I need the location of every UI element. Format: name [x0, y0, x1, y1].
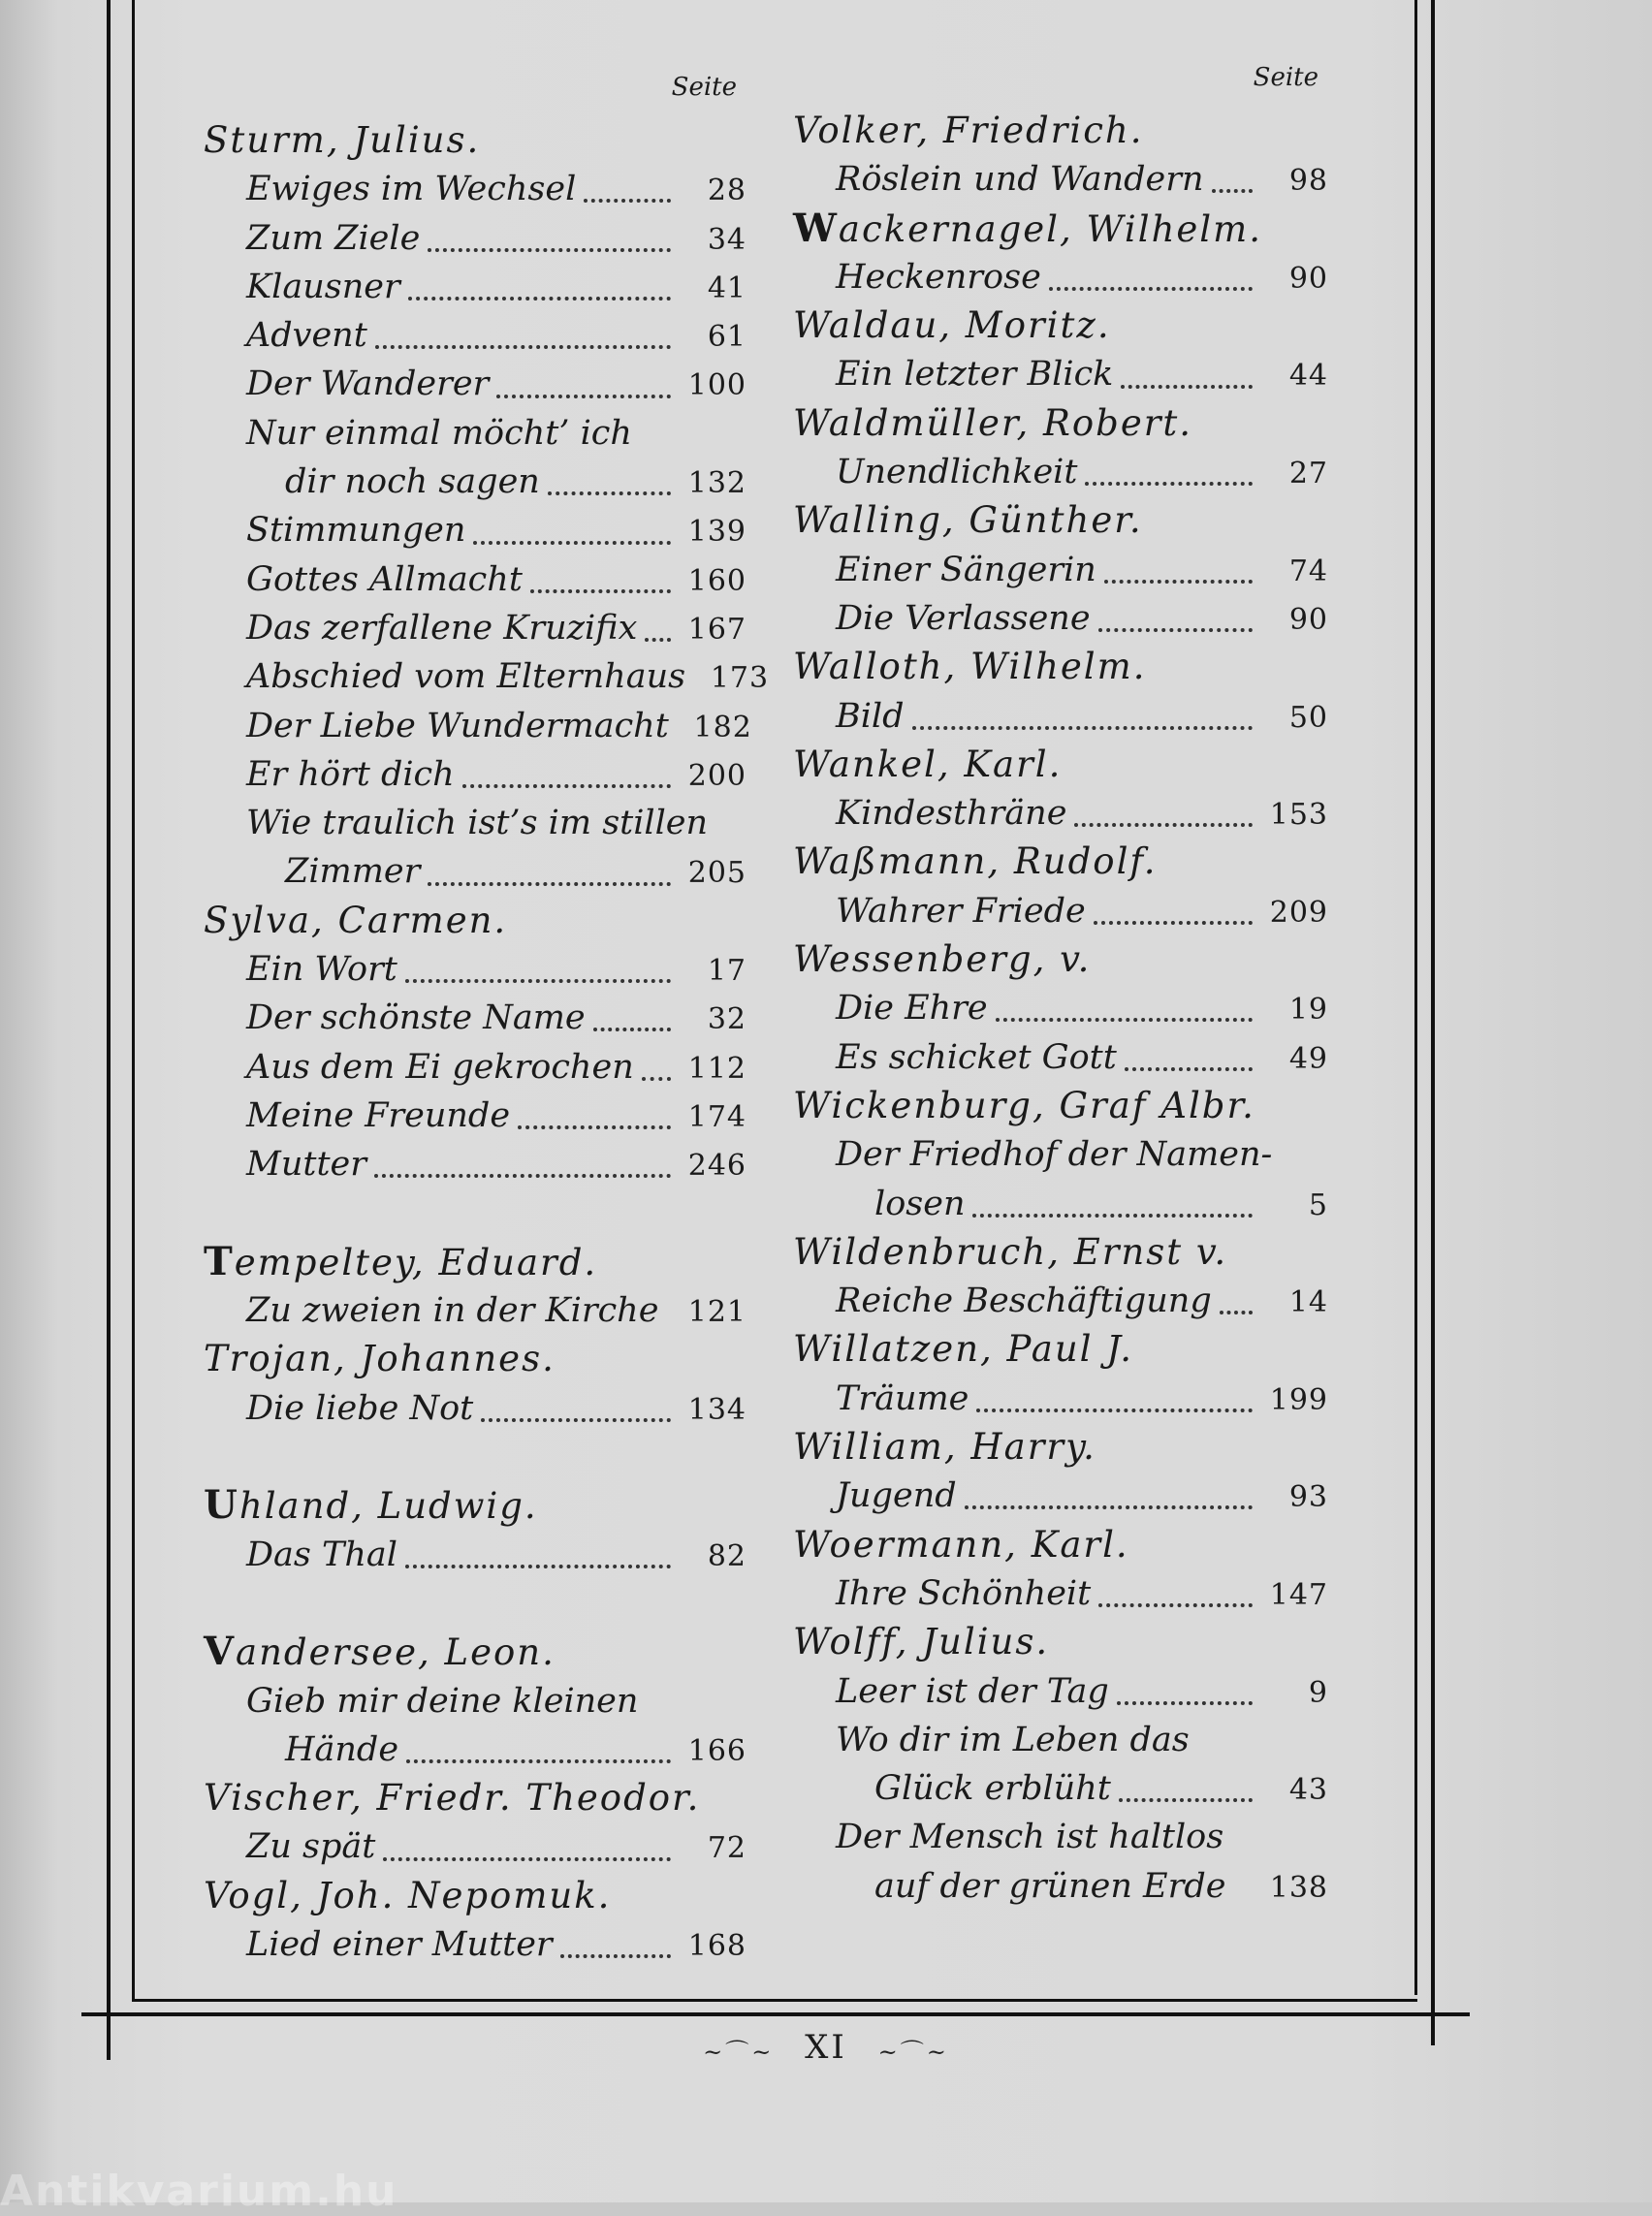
- author-text: Sylva, Carmen.: [204, 899, 508, 941]
- page-number-ref: 209: [1269, 895, 1328, 930]
- page-number-ref: 74: [1288, 554, 1328, 588]
- page-number-ref: 112: [687, 1051, 747, 1086]
- author-text: Vischer, Friedr. Theodor.: [204, 1777, 701, 1820]
- poem-title: Bild: [836, 696, 905, 736]
- poem-entry: [204, 945, 747, 994]
- poem-entry: [793, 1130, 1328, 1179]
- leader-dots: [1098, 1594, 1253, 1607]
- author-name: [204, 1238, 747, 1286]
- author-text: Sturm, Julius.: [204, 119, 481, 161]
- leader-dots: [1104, 570, 1253, 584]
- leader-dots: [383, 1848, 671, 1861]
- poem-title: Es schicket Gott: [836, 1037, 1117, 1077]
- leader-dots: [593, 1018, 671, 1031]
- author-name: [793, 1325, 1328, 1374]
- poem-entry: [204, 1043, 747, 1092]
- poem-entry: [204, 165, 747, 213]
- poem-title: Zu spät: [246, 1827, 376, 1867]
- author-text: Wankel, Karl.: [793, 743, 1063, 785]
- author-name: [204, 1872, 747, 1920]
- page-number-ref: 134: [687, 1392, 747, 1427]
- poem-title: Das Thal: [246, 1535, 397, 1574]
- poem-entry: [204, 1822, 747, 1871]
- page-number-ref: 61: [707, 320, 747, 355]
- leader-dots: [530, 580, 671, 593]
- leader-dots: [976, 1399, 1253, 1412]
- index-list-right: [793, 107, 1328, 1911]
- leader-dots: [496, 385, 671, 398]
- page-number-ref: 14: [1288, 1285, 1328, 1320]
- page-number-ref: 100: [687, 368, 747, 403]
- poem-entry: [204, 1092, 747, 1140]
- author-name: [793, 935, 1328, 984]
- poem-title: Der Wanderer: [246, 364, 490, 404]
- poem-title: Die Verlassene: [836, 598, 1091, 638]
- leader-dots: [375, 335, 671, 349]
- page-number-ref: 93: [1288, 1480, 1328, 1515]
- poem-entry: [793, 253, 1328, 301]
- poem-title: losen: [874, 1184, 966, 1223]
- poem-entry: [793, 692, 1328, 741]
- poem-title: Klausner: [246, 267, 400, 306]
- poem-title: Mutter: [246, 1145, 366, 1185]
- author-text: hland, Ludwig.: [238, 1485, 538, 1528]
- poem-entry: [204, 458, 747, 506]
- author-name: [793, 107, 1328, 155]
- poem-title: Glück erblüht: [874, 1769, 1111, 1809]
- poem-title: Er hört dich: [246, 754, 455, 794]
- frame-inner-left: [132, 0, 135, 2002]
- page-number-ref: 82: [707, 1538, 747, 1573]
- poem-entry: [204, 604, 747, 652]
- poem-entry: [204, 555, 747, 604]
- poem-title: Lied einer Mutter: [246, 1924, 553, 1964]
- poem-entry: [793, 594, 1328, 643]
- page-number-ref: 205: [687, 856, 747, 891]
- poem-title: Zu zweien in der Kirche: [246, 1291, 659, 1331]
- poem-entry: [793, 546, 1328, 594]
- author-name: [204, 1335, 747, 1383]
- poem-title: Das zerfallene Kruzifix: [246, 608, 638, 648]
- poem-entry: [793, 789, 1328, 838]
- leader-dots: [408, 287, 671, 301]
- page-number: XI: [805, 2028, 847, 2067]
- page-number-ref: 90: [1288, 602, 1328, 637]
- seite-label: Seite: [1253, 63, 1318, 92]
- poem-entry: [793, 1716, 1328, 1764]
- poem-entry: [204, 1140, 747, 1188]
- page-number-ref: 50: [1288, 700, 1328, 735]
- page-number-ref: 173: [710, 661, 770, 696]
- poem-title: Jugend: [836, 1476, 957, 1516]
- poem-entry: [793, 1862, 1328, 1911]
- author-initial: T: [204, 1238, 235, 1284]
- page-number-ref: 41: [707, 270, 747, 305]
- page-number-ref: 43: [1288, 1773, 1328, 1808]
- poem-title: Kindesthräne: [836, 794, 1067, 834]
- poem-title: Träume: [836, 1378, 969, 1418]
- author-name: [793, 1423, 1328, 1472]
- author-name: [793, 496, 1328, 545]
- leader-dots: [374, 1164, 671, 1178]
- poem-title: Wo dir im Leben das: [836, 1720, 1190, 1759]
- leader-dots: [548, 482, 671, 495]
- poem-title: Gottes Allmacht: [246, 559, 523, 599]
- index-column-right: [793, 58, 1328, 1911]
- index-column-left: [204, 68, 770, 1969]
- author-name: [793, 643, 1328, 691]
- author-text: William, Harry.: [793, 1426, 1096, 1469]
- ornament-right-icon: ~⌒~: [877, 2038, 949, 2066]
- page-number-ref: 98: [1288, 164, 1328, 199]
- poem-title: Unendlichkeit: [836, 453, 1078, 492]
- poem-title: Leer ist der Tag: [836, 1671, 1109, 1711]
- poem-title: Ewiges im Wechsel: [246, 170, 577, 209]
- page-number-ref: 121: [687, 1295, 747, 1330]
- leader-dots: [584, 189, 671, 203]
- author-name: [204, 116, 747, 165]
- frame-inner-right: [1414, 0, 1417, 1995]
- leader-dots: [1049, 277, 1253, 291]
- author-text: Wolff, Julius.: [793, 1621, 1050, 1663]
- author-text: Wildenbruch, Ernst v.: [793, 1230, 1228, 1273]
- poem-title: Ein letzter Blick: [836, 355, 1114, 395]
- ornament-left-icon: ~⌒~: [703, 2038, 775, 2066]
- page-number-ref: 32: [707, 1002, 747, 1037]
- leader-dots: [1121, 375, 1253, 389]
- poem-title: Der Mensch ist haltlos: [836, 1818, 1224, 1857]
- poem-title: Ihre Schönheit: [836, 1573, 1092, 1613]
- index-list-left: [204, 116, 770, 1969]
- page-number-ref: 153: [1269, 798, 1328, 833]
- author-text: Trojan, Johannes.: [204, 1338, 556, 1380]
- page-number-ref: 147: [1269, 1577, 1328, 1612]
- poem-entry: [793, 1033, 1328, 1082]
- leader-dots: [1117, 1692, 1253, 1705]
- author-name: [793, 1228, 1328, 1277]
- leader-dots: [405, 969, 671, 983]
- leader-dots: [645, 628, 671, 642]
- poem-title: Der Friedhof der Namen-: [836, 1135, 1273, 1175]
- author-name: [793, 1082, 1328, 1130]
- poem-title: Hände: [285, 1729, 399, 1769]
- author-name: [204, 897, 747, 945]
- page-number-ref: 160: [687, 563, 747, 598]
- author-text: Vogl, Joh. Nepomuk.: [204, 1874, 612, 1916]
- poem-entry: [793, 1813, 1328, 1861]
- leader-dots: [965, 1496, 1253, 1509]
- author-text: andersee, Leon.: [236, 1631, 556, 1674]
- poem-title: Zimmer: [285, 852, 421, 892]
- author-name: [793, 301, 1328, 350]
- poem-entry: [204, 1384, 747, 1433]
- page-number-ref: 34: [707, 222, 747, 257]
- watermark: Antikvarium.hu: [0, 2167, 398, 2216]
- page-number-ref: 199: [1269, 1382, 1328, 1417]
- section-gap: [204, 1579, 747, 1628]
- poem-entry: [204, 263, 747, 311]
- poem-entry: [204, 1725, 747, 1774]
- author-text: Waßmann, Rudolf.: [793, 840, 1158, 883]
- poem-entry: [793, 1569, 1328, 1618]
- leader-dots: [1220, 1301, 1253, 1314]
- poem-title: Stimmungen: [246, 511, 466, 551]
- page-number-ref: 17: [707, 954, 747, 989]
- section-gap: [204, 1433, 747, 1481]
- poem-entry: [793, 887, 1328, 935]
- author-name: [793, 1521, 1328, 1569]
- author-name: [204, 1628, 747, 1676]
- author-name: [793, 205, 1328, 253]
- page-number-ref: 72: [707, 1831, 747, 1866]
- poem-title: Die Ehre: [836, 989, 988, 1029]
- page-number-ref: 90: [1288, 261, 1328, 296]
- poem-title: Meine Freunde: [246, 1095, 511, 1135]
- author-name: [204, 1774, 747, 1822]
- page-number-ref: 138: [1269, 1870, 1328, 1905]
- leader-dots: [428, 872, 671, 886]
- leader-dots: [1094, 911, 1253, 925]
- page-number-ref: 132: [687, 466, 747, 501]
- page-number-ref: 139: [687, 515, 747, 550]
- poem-title: Wie traulich ist’s im stillen: [246, 804, 709, 843]
- poem-title: Zum Ziele: [246, 218, 421, 258]
- poem-title: Wahrer Friede: [836, 891, 1086, 931]
- author-text: empeltey, Eduard.: [234, 1241, 598, 1283]
- section-gap: [204, 1189, 747, 1238]
- page-number-ref: 168: [687, 1928, 747, 1963]
- leader-dots: [1125, 1058, 1253, 1071]
- leader-dots: [1074, 813, 1253, 827]
- poem-entry: [204, 652, 770, 701]
- author-text: Wessenberg, v.: [793, 938, 1092, 981]
- author-name: [793, 1618, 1328, 1666]
- leader-dots: [1098, 618, 1253, 632]
- poem-title: Der Liebe Wundermacht: [246, 706, 669, 745]
- poem-title: Advent: [246, 316, 367, 356]
- leader-dots: [996, 1008, 1253, 1022]
- leader-dots: [642, 1067, 671, 1081]
- leader-dots: [518, 1116, 671, 1129]
- poem-entry: [793, 350, 1328, 398]
- poem-entry: [204, 1920, 747, 1969]
- leader-dots: [1119, 1789, 1253, 1802]
- leader-dots: [428, 238, 671, 252]
- poem-entry: [204, 506, 747, 554]
- author-name: [793, 741, 1328, 789]
- poem-title: auf der grünen Erde: [874, 1866, 1226, 1906]
- author-initial: V: [204, 1629, 237, 1675]
- poem-entry: [204, 1286, 747, 1335]
- author-text: Walloth, Wilhelm.: [793, 646, 1147, 688]
- frame-outer-left: [107, 0, 111, 2060]
- author-name: [793, 838, 1328, 886]
- author-text: Woermann, Karl.: [793, 1523, 1129, 1566]
- poem-entry: [204, 1677, 747, 1725]
- leader-dots: [473, 531, 671, 545]
- page-number-ref: 28: [707, 174, 747, 208]
- poem-entry: [204, 311, 747, 360]
- poem-title: Aus dem Ei gekrochen: [246, 1047, 634, 1087]
- poem-entry: [204, 994, 747, 1042]
- page-number-ref: 167: [687, 612, 747, 647]
- leader-dots: [560, 1945, 671, 1958]
- poem-entry: [793, 1472, 1328, 1520]
- leader-dots: [406, 1750, 671, 1763]
- author-text: Wickenburg, Graf Albr.: [793, 1084, 1255, 1126]
- poem-entry: [204, 360, 747, 408]
- author-initial: U: [204, 1482, 239, 1529]
- page-number-ref: 27: [1288, 457, 1328, 491]
- leader-dots: [1212, 179, 1254, 193]
- page-number-ref: 182: [693, 710, 752, 744]
- page-number-ref: 19: [1288, 993, 1328, 1028]
- poem-entry: [793, 155, 1328, 204]
- poem-title: Die liebe Not: [246, 1388, 474, 1428]
- leader-dots: [912, 716, 1253, 730]
- poem-entry: [204, 799, 747, 847]
- poem-title: Röslein und Wandern: [836, 160, 1204, 200]
- poem-title: Einer Sängerin: [836, 550, 1096, 589]
- leader-dots: [481, 1409, 671, 1422]
- page-number-ref: 5: [1308, 1187, 1328, 1222]
- poem-entry: [793, 448, 1328, 496]
- poem-entry: [204, 1531, 747, 1579]
- poem-entry: [204, 702, 752, 750]
- page-footer: [0, 2028, 1652, 2067]
- leader-dots: [1085, 472, 1253, 486]
- author-text: Willatzen, Paul J.: [793, 1328, 1133, 1371]
- author-text: Waldmüller, Robert.: [793, 401, 1193, 444]
- poem-entry: [204, 214, 747, 263]
- leader-dots: [405, 1555, 671, 1568]
- leader-dots: [462, 775, 671, 788]
- poem-entry: [793, 1764, 1328, 1813]
- page-number-ref: 9: [1308, 1675, 1328, 1710]
- poem-title: Nur einmal möcht’ ich: [246, 413, 632, 453]
- author-text: Walling, Günther.: [793, 499, 1143, 542]
- poem-title: Reiche Beschäftigung: [836, 1282, 1212, 1321]
- poem-title: Ein Wort: [246, 950, 397, 990]
- page-number-ref: 174: [687, 1099, 747, 1134]
- author-text: Volker, Friedrich.: [793, 110, 1144, 151]
- page-number-ref: 49: [1288, 1041, 1328, 1076]
- poem-entry: [204, 750, 747, 799]
- poem-entry: [793, 984, 1328, 1032]
- author-text: Waldau, Moritz.: [793, 304, 1111, 347]
- page-number-ref: 200: [687, 758, 747, 793]
- page-number-ref: 166: [687, 1733, 747, 1768]
- author-text: ackernagel, Wilhelm.: [838, 207, 1262, 250]
- poem-entry: [793, 1375, 1328, 1423]
- poem-entry: [793, 1667, 1328, 1716]
- poem-entry: [204, 409, 747, 458]
- page-number-ref: 44: [1288, 359, 1328, 394]
- poem-title: dir noch sagen: [285, 462, 540, 502]
- poem-entry: [793, 1277, 1328, 1325]
- author-initial: W: [793, 205, 839, 251]
- poem-title: Der schönste Name: [246, 998, 586, 1038]
- poem-title: Heckenrose: [836, 257, 1041, 297]
- frame-outer-bottom: [81, 2012, 1470, 2016]
- poem-title: Gieb mir deine kleinen: [246, 1681, 639, 1721]
- poem-title: Abschied vom Elternhaus: [246, 657, 686, 697]
- frame-inner-bottom: [132, 1999, 1417, 2002]
- page-number-ref: 246: [687, 1149, 747, 1184]
- poem-entry: [204, 847, 747, 896]
- leader-dots: [972, 1204, 1253, 1218]
- author-name: [204, 1481, 747, 1530]
- author-name: [793, 399, 1328, 448]
- seite-label: Seite: [671, 73, 737, 102]
- frame-outer-right: [1431, 0, 1435, 2045]
- poem-entry: [793, 1180, 1328, 1228]
